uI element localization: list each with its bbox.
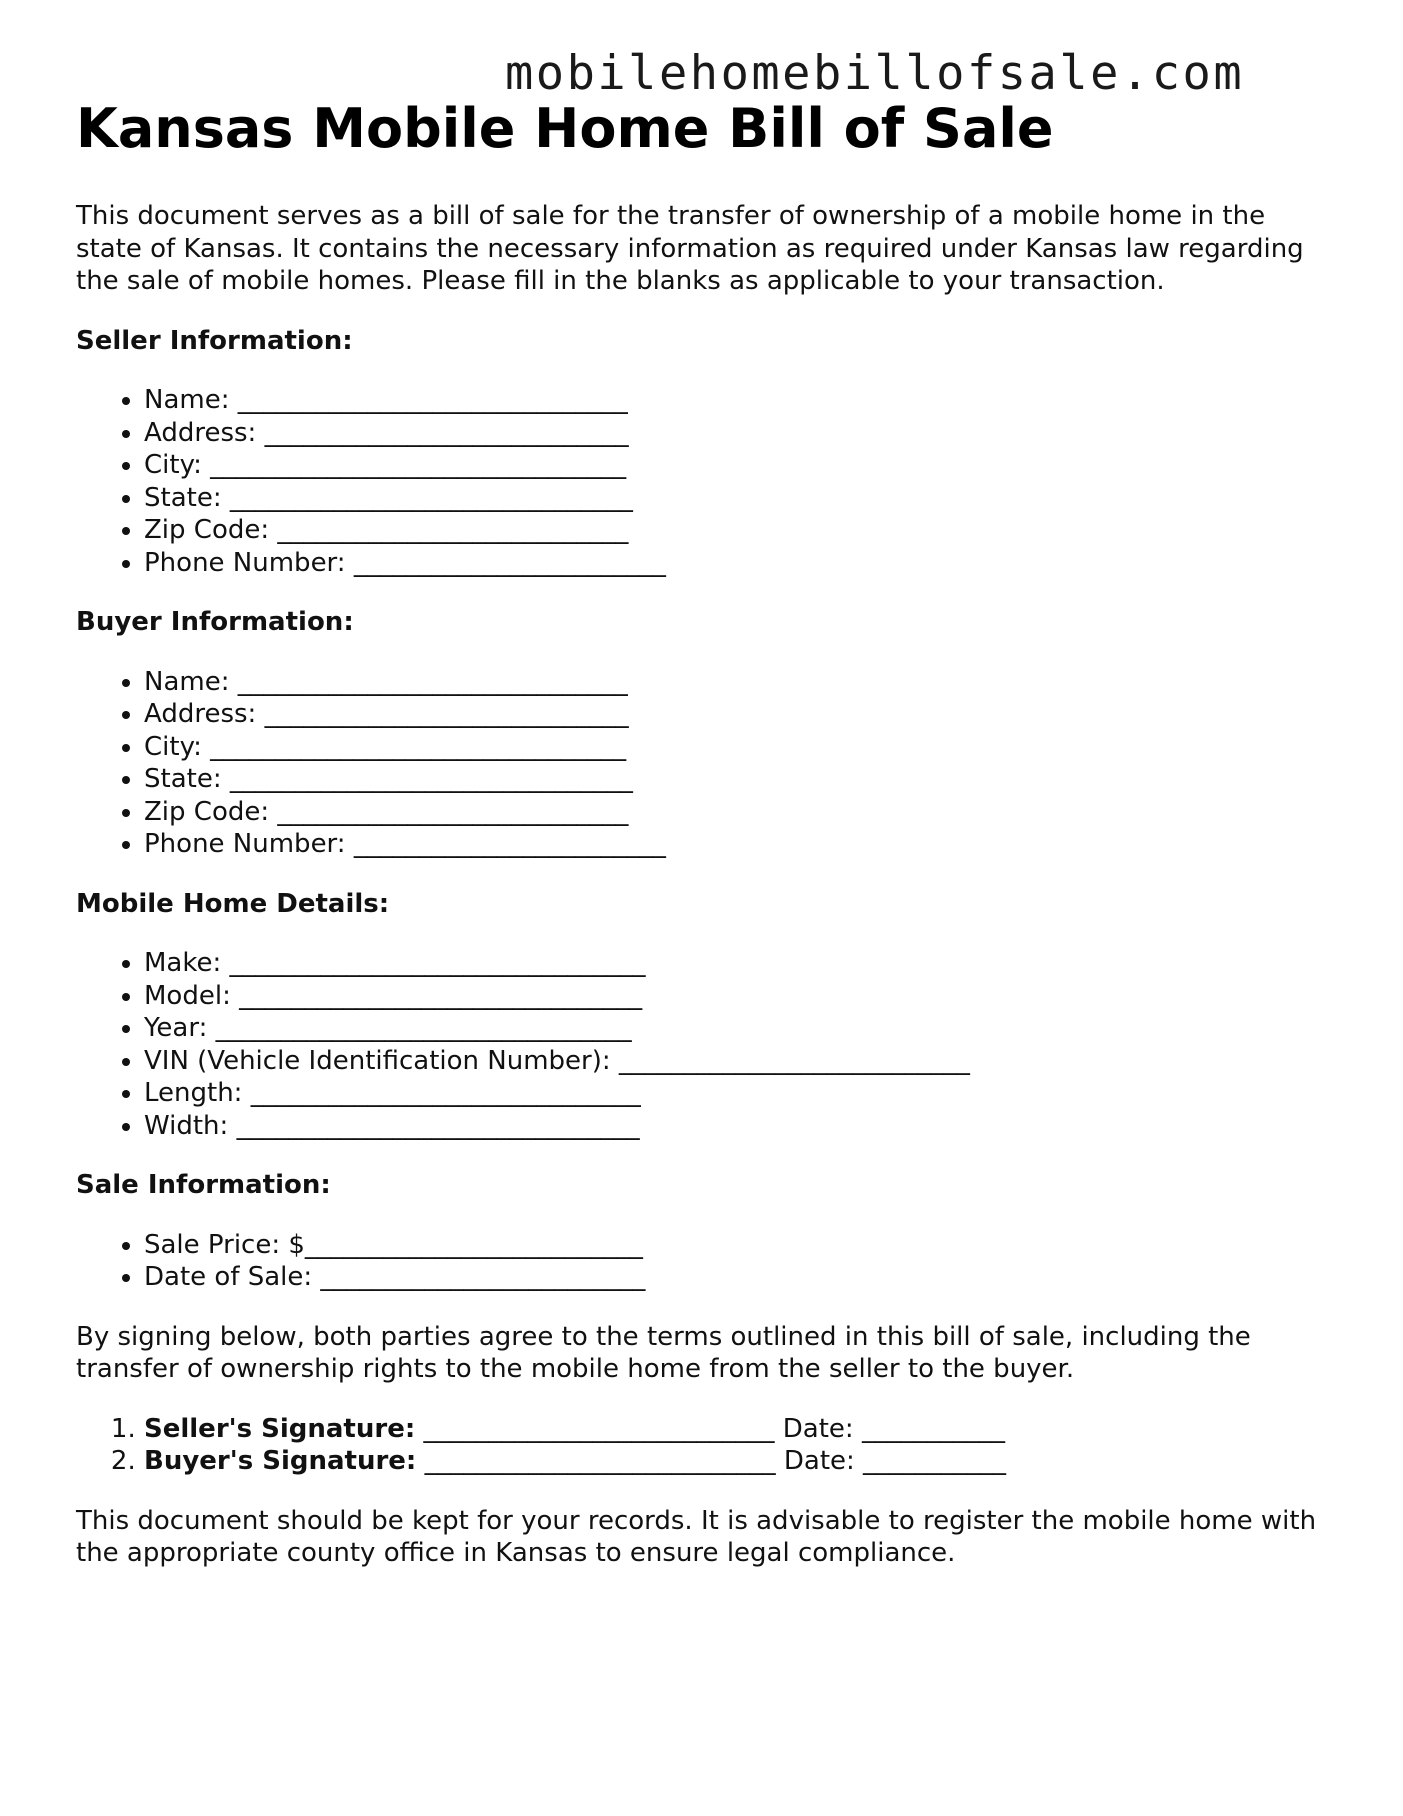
buyer-address-field [144,698,1326,731]
field-label: Address: [144,417,257,448]
field-label: Year: [144,1013,208,1043]
home-vin-field [144,1045,1326,1078]
field-label: Zip Code: [144,515,270,545]
fill-blank[interactable]: __________________________ [304,1229,643,1260]
buyer-name-field [144,666,1326,699]
signature-blank[interactable]: ___________________________ [424,1446,776,1476]
field-label: Zip Code: [144,796,270,827]
fill-blank[interactable]: ___________________________ [277,796,629,827]
home-make-field [144,947,1326,980]
seller-field-list [76,384,1326,579]
home-field-list [76,947,1326,1142]
fill-blank[interactable]: ___________________________ [277,515,629,545]
field-label: Phone Number: [144,547,346,578]
fill-blank[interactable]: ______________________________ [237,385,628,415]
field-label: City: [144,450,202,480]
field-label: Sale Price: $ [144,1229,305,1260]
field-label: Name: [144,666,230,697]
seller-zip-field [144,514,1326,547]
agreement-paragraph: By signing below, both parties agree to the terms outlined in this bill of sale, including the transfer of ownership rights to the mobile home from the seller to the buyer. [76,1321,1251,1384]
seller-heading: Seller Information: [76,325,353,356]
fill-blank[interactable]: ______________________________ [237,666,628,697]
signature-list [76,1413,1326,1478]
buyer-signature-line [144,1445,1326,1478]
sale-field-list [76,1229,1326,1294]
signature-label: Buyer's Signature: [144,1446,417,1476]
signature-blank[interactable]: ___________________________ [423,1413,775,1444]
fill-blank[interactable]: _______________________________ [229,482,633,513]
fill-blank[interactable]: _________________________ [320,1262,646,1292]
buyer-zip-field [144,796,1326,829]
fill-blank[interactable]: _______________________________ [236,1110,640,1141]
seller-city-field [144,449,1326,482]
sale-info-heading: Sale Information: [76,1170,331,1200]
document-title: Kansas Mobile Home Bill of Sale [76,97,1054,160]
seller-state-field [144,482,1326,515]
fill-blank[interactable]: ____________________________ [264,699,629,729]
seller-name-field [144,384,1326,417]
fill-blank[interactable]: ________________________________ [210,450,627,480]
buyer-heading: Buyer Information: [76,607,354,637]
buyer-state-field [144,763,1326,796]
field-label: Make: [144,948,222,978]
seller-address-field [144,417,1326,450]
date-label: Date: [783,1446,855,1476]
fill-blank[interactable]: ________________________________ [215,1013,632,1043]
closing-paragraph: This document should be kept for your records. It is advisable to register the mobile home with the appropriate county office in Kansas to ensure legal compliance. [76,1505,1317,1568]
date-label: Date: [782,1413,854,1444]
field-label: Width: [144,1110,229,1141]
fill-blank[interactable]: _______________________________ [229,764,633,794]
fill-blank[interactable]: ______________________________ [250,1078,641,1108]
fill-blank[interactable]: ________________________ [353,547,666,578]
fill-blank[interactable]: _______________________________ [239,980,643,1011]
home-length-field [144,1077,1326,1110]
field-label: Date of Sale: [144,1262,313,1292]
field-label: State: [144,764,222,794]
fill-blank[interactable]: ________________________________ [210,731,627,762]
buyer-city-field [144,731,1326,764]
field-label: City: [144,731,202,762]
date-blank[interactable]: ___________ [863,1446,1007,1476]
site-watermark: mobilehomebillofsale.com [505,46,1245,101]
fill-blank[interactable]: ________________________ [353,829,666,859]
field-label: Length: [144,1078,243,1108]
fill-blank[interactable]: ________________________________ [229,948,646,978]
field-label: Name: [144,385,230,415]
date-blank[interactable]: ___________ [861,1413,1005,1444]
home-year-field [144,1012,1326,1045]
field-label: State: [144,482,222,513]
intro-paragraph: This document serves as a bill of sale for the transfer of ownership of a mobile home in the state of Kansas. It contains the necessary information as required under Kansas law regarding the sale of mobile homes. Please fill in the blanks as applicable to your transaction. [76,201,1304,296]
field-label: Phone Number: [144,829,346,859]
seller-phone-field [144,547,1326,580]
signature-label: Seller's Signature: [144,1413,416,1444]
buyer-field-list [76,666,1326,861]
home-details-heading: Mobile Home Details: [76,888,390,919]
seller-signature-line [144,1413,1326,1446]
sale-price-field [144,1229,1326,1262]
fill-blank[interactable]: ____________________________ [264,417,629,448]
home-model-field [144,980,1326,1013]
home-width-field [144,1110,1326,1143]
field-label: Model: [144,980,231,1011]
field-label: VIN (Vehicle Identification Number): [144,1045,611,1076]
sale-date-field [144,1261,1326,1294]
document-body [76,96,1326,1570]
field-label: Address: [144,699,257,729]
fill-blank[interactable]: ___________________________ [618,1045,970,1076]
buyer-phone-field [144,828,1326,861]
